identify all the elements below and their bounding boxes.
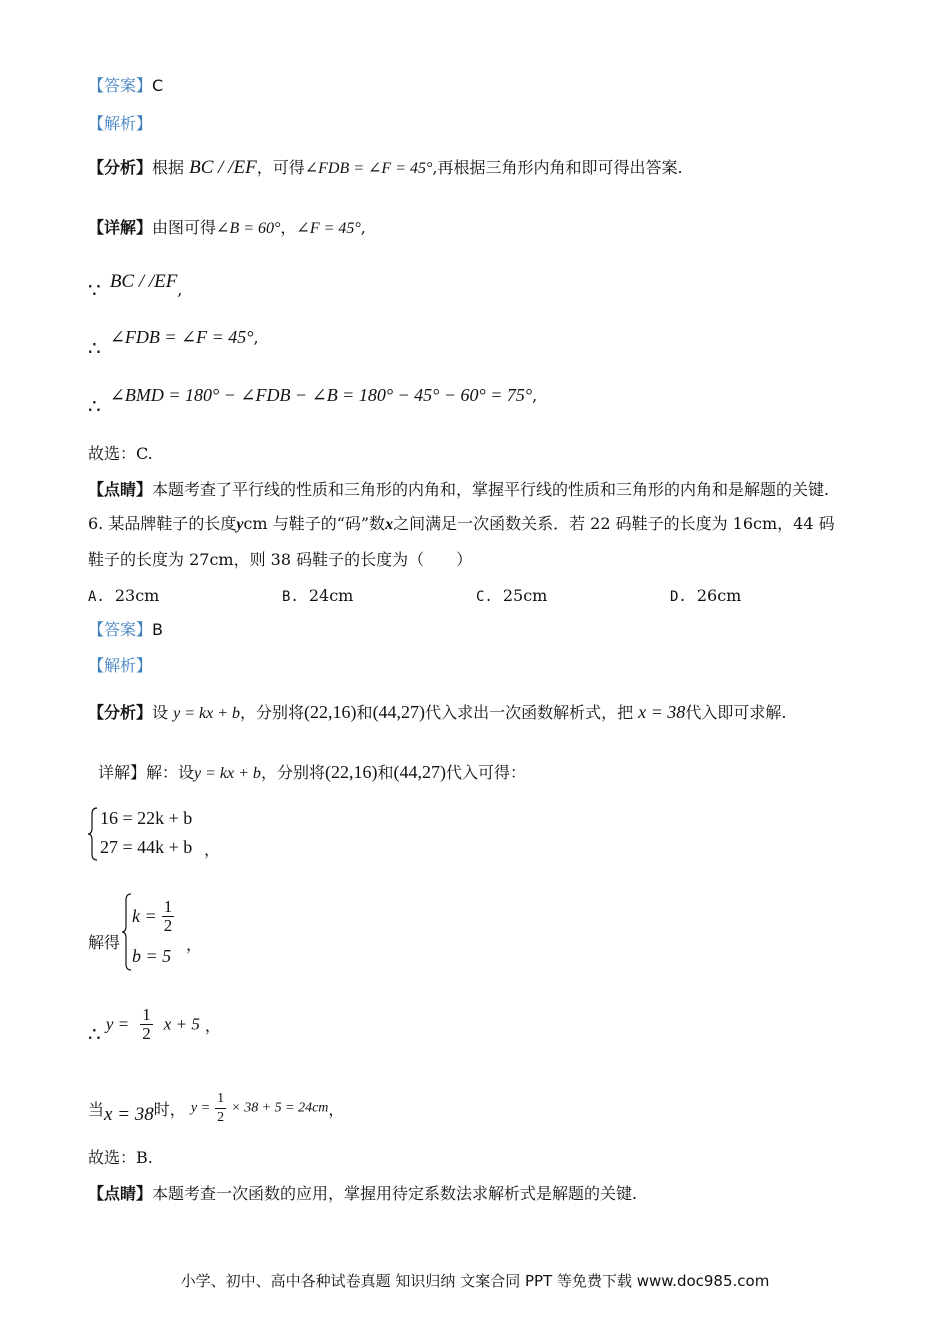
fraction-half	[215, 1090, 226, 1127]
xiangjie-tag: 详解】	[98, 763, 147, 782]
math-angle-b: ∠B = 60°	[216, 220, 281, 237]
denominator: 2	[217, 1110, 225, 1125]
q5-choose: 故选：C.	[88, 444, 153, 463]
var-x: x	[385, 516, 394, 533]
xiangjie-text: 代入可得：	[445, 763, 526, 782]
option-label: D.	[670, 589, 687, 605]
math-point-2: (44,27)	[372, 702, 426, 722]
math-bc-parallel-ef: BC / /EF	[189, 157, 257, 178]
answer-value: B	[152, 620, 163, 639]
fraction-half	[162, 898, 175, 935]
solution-block	[88, 892, 288, 972]
punct: ,	[253, 328, 259, 347]
dianjing-tag: 【点睛】	[88, 1184, 153, 1203]
function-line	[88, 1005, 221, 1046]
q6-choose: 故选：B.	[88, 1148, 153, 1167]
option-c	[476, 586, 547, 605]
q6-analysis-tag: 【解析】	[88, 656, 153, 675]
math-x-eq: x = 38	[104, 1103, 154, 1125]
therefore-symbol: ∴	[88, 336, 101, 360]
therefore-symbol: ∴	[88, 394, 101, 418]
fenxi-tag: 【分析】	[88, 158, 153, 177]
math-calc: × 38 + 5 = 24cm	[231, 1100, 329, 1116]
option-d	[670, 586, 741, 605]
option-text: 24cm	[308, 586, 354, 605]
math-linear: y = kx + b	[173, 705, 241, 722]
q6-fenxi-line	[88, 702, 786, 724]
when-text: 当	[88, 1100, 105, 1119]
punct: ，	[204, 1016, 221, 1035]
q5-step2	[88, 326, 259, 360]
brace-icon	[122, 892, 132, 972]
numerator: 1	[163, 897, 173, 916]
q5-answer-line	[88, 76, 163, 96]
math-y: y =	[190, 1100, 211, 1116]
separator: ，	[280, 218, 297, 237]
math-linear: y = kx + b	[194, 765, 261, 782]
punct: ,	[360, 218, 366, 237]
page-footer: 小学、初中、高中各种试卷真题 知识归纳 文案合同 PPT 等免费下载 www.doc985.com	[180, 1272, 770, 1290]
numerator: 1	[215, 1090, 226, 1109]
q6-answer-line	[88, 620, 163, 640]
numerator: 1	[142, 1005, 151, 1024]
punct: ，	[204, 840, 221, 859]
math-x-eq: x = 38	[638, 702, 686, 722]
q6-dianjing	[88, 1184, 637, 1204]
answer-tag: 【答案】	[88, 620, 153, 639]
option-b	[282, 586, 353, 605]
punct: ，	[186, 935, 203, 954]
stem-text: 6. 某品牌鞋子的长度	[88, 514, 237, 533]
var-y: y	[236, 516, 244, 533]
math-k: k =	[132, 906, 157, 926]
option-text: 26cm	[696, 586, 742, 605]
therefore-symbol: ∴	[88, 1022, 101, 1046]
fenxi-text: 代入求出一次函数解析式，把	[425, 703, 634, 722]
punct: ,	[532, 386, 538, 405]
math-point-1: (22,16)	[304, 702, 357, 722]
math-angle-eq: ∠FDB = ∠F = 45°	[304, 160, 433, 177]
solution-b: b = 5	[132, 946, 172, 966]
equation-1: 16 = 22k + b	[100, 808, 193, 828]
denominator: 2	[142, 1024, 151, 1043]
calc-line	[88, 1090, 344, 1127]
xiangjie-text: ，分别将	[260, 763, 325, 782]
option-label: A.	[88, 589, 105, 605]
brace-icon	[88, 806, 98, 862]
stem-text: cm 与鞋子的“码”数	[243, 514, 386, 533]
fraction-half	[140, 1006, 153, 1043]
xiangjie-text: 解：设	[146, 763, 195, 782]
math-bc-parallel-ef: BC / /EF	[109, 271, 178, 292]
math-point-1: (22,16)	[324, 762, 378, 782]
fenxi-text: ,再根据三角形内角和即可得出答案.	[432, 158, 683, 177]
q6-stem-line2: 鞋子的长度为 27cm，则 38 码鞋子的长度为（ ）	[88, 550, 473, 569]
xiangjie-text: 和	[377, 763, 394, 782]
option-label: C.	[476, 589, 493, 605]
option-text: 25cm	[502, 586, 548, 605]
q6-xiangjie-line	[98, 762, 526, 784]
equation-2: 27 = 44k + b	[100, 837, 193, 857]
math-point-2: (44,27)	[393, 762, 446, 782]
when-text: 时，	[153, 1100, 186, 1119]
fenxi-text: ，分别将	[240, 703, 305, 722]
fenxi-text: 和	[356, 703, 373, 722]
dianjing-text: 本题考查了平行线的性质和三角形的内角和，掌握平行线的性质和三角形的内角和是解题的关键.	[152, 480, 830, 499]
xiangjie-text: 由图可得	[152, 218, 217, 237]
option-a	[88, 586, 159, 605]
option-text: 23cm	[114, 586, 160, 605]
q5-step3	[88, 384, 538, 418]
math-bmd-calc: ∠BMD = 180° − ∠FDB − ∠B = 180° − 45° − 60° = 75°	[109, 385, 533, 405]
solve-label: 解得	[88, 933, 121, 952]
punct: ，	[328, 1100, 345, 1119]
fenxi-tag: 【分析】	[88, 703, 153, 722]
fenxi-text: 根据	[152, 158, 185, 177]
fenxi-text: ，可得	[256, 158, 305, 177]
q6-stem-line1	[88, 514, 835, 535]
dianjing-text: 本题考查一次函数的应用，掌握用待定系数法求解析式是解题的关键.	[152, 1184, 638, 1203]
answer-tag: 【答案】	[88, 76, 153, 95]
q5-step1	[88, 270, 183, 302]
answer-value: C	[152, 76, 164, 95]
math-angle-f: ∠F = 45°	[296, 220, 361, 237]
math-rest: x + 5	[163, 1014, 200, 1034]
dianjing-tag: 【点睛】	[88, 480, 153, 499]
q5-analysis-tag: 【解析】	[88, 114, 153, 133]
math-angle-eq: ∠FDB = ∠F = 45°	[109, 327, 254, 347]
xiangjie-tag: 【详解】	[88, 218, 153, 237]
denominator: 2	[163, 916, 173, 935]
q5-xiangjie-line	[88, 218, 366, 239]
math-y: y =	[105, 1014, 130, 1034]
fenxi-text: 代入即可求解.	[685, 703, 787, 722]
solution-k	[132, 898, 174, 935]
q5-fenxi-line	[88, 158, 683, 179]
punct: ,	[177, 280, 183, 299]
q5-dianjing	[88, 480, 829, 500]
fenxi-text: 设	[152, 703, 169, 722]
because-symbol: ∵	[88, 278, 101, 302]
stem-text: 之间满足一次函数关系．若 22 码鞋子的长度为 16cm，44 码	[393, 514, 835, 533]
option-label: B.	[282, 589, 299, 605]
